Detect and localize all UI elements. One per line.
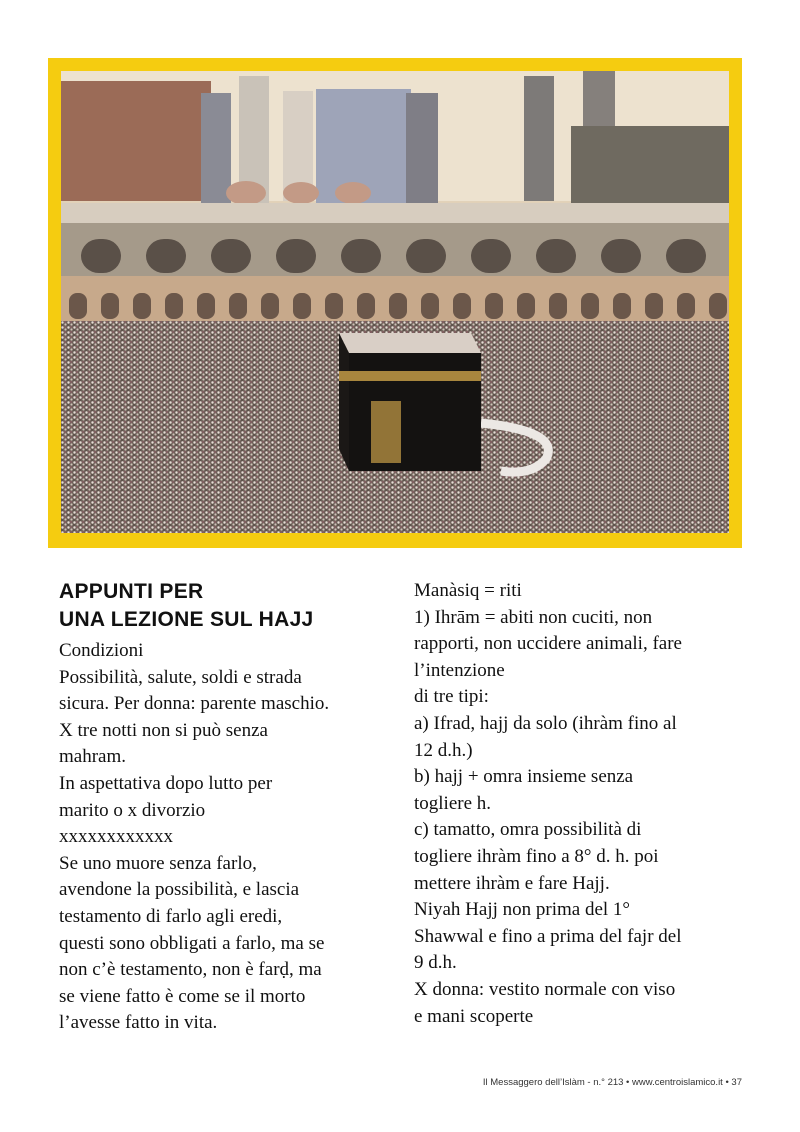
- right-body-text: [414, 578, 749, 1030]
- page-footer: Il Messaggero dell’Islàm - n.° 213 • www.centroislamico.it • 37: [482, 1077, 742, 1088]
- body-line: togliere ihràm fino a 8° d. h. poi: [414, 845, 659, 867]
- body-line: questi sono obbligati a farlo, ma se: [59, 932, 325, 954]
- article-title-line1: APPUNTI PER: [59, 580, 204, 603]
- article-title-line2: UNA LEZIONE SUL HAJJ: [59, 608, 314, 631]
- article-title: [59, 578, 389, 634]
- body-line: e mani scoperte: [414, 1005, 534, 1027]
- body-line: b) hajj + omra insieme senza: [414, 766, 634, 788]
- body-line: avendone la possibilità, e lascia: [59, 879, 300, 901]
- body-line: 12 d.h.): [414, 739, 473, 761]
- body-line: xxxxxxxxxxxx: [59, 826, 173, 848]
- left-column: [59, 578, 389, 1037]
- kaaba-crowd-photo: [61, 71, 729, 533]
- body-line: sicura. Per donna: parente maschio.: [59, 693, 330, 715]
- body-line: marito o x divorzio: [59, 799, 206, 821]
- body-line: Possibilità, salute, soldi e strada: [59, 666, 302, 688]
- body-line: non c’è testamento, non è farḍ, ma: [59, 959, 322, 981]
- body-line: Se uno muore senza farlo,: [59, 852, 257, 874]
- body-line: l’intenzione: [414, 659, 505, 681]
- body-line: di tre tipi:: [414, 686, 489, 708]
- photo-frame: [48, 58, 742, 548]
- body-line: Manàsiq = riti: [414, 580, 522, 601]
- right-column: [414, 578, 749, 1030]
- body-line: testamento di farlo agli eredi,: [59, 905, 283, 927]
- left-body-text: [59, 638, 389, 1037]
- kaaba-photo-illustration: [61, 71, 729, 533]
- body-line: a) Ifrad, hajj da solo (ihràm fino al: [414, 712, 677, 734]
- body-line: se viene fatto è come se il morto: [59, 985, 306, 1007]
- body-line: In aspettativa dopo lutto per: [59, 772, 273, 794]
- body-line: rapporti, non uccidere animali, fare: [414, 633, 682, 655]
- body-line: Condizioni: [59, 640, 144, 661]
- body-line: c) tamatto, omra possibilità di: [414, 819, 642, 841]
- body-line: mettere ihràm e fare Hajj.: [414, 872, 610, 894]
- body-line: 1) Ihrām = abiti non cuciti, non: [414, 606, 653, 628]
- body-line: X tre notti non si può senza: [59, 719, 268, 741]
- body-line: Niyah Hajj non prima del 1°: [414, 899, 631, 921]
- body-line: mahram.: [59, 746, 127, 768]
- body-line: togliere h.: [414, 792, 492, 814]
- body-line: l’avesse fatto in vita.: [59, 1012, 218, 1034]
- body-line: X donna: vestito normale con viso: [414, 978, 676, 1000]
- body-line: Shawwal e fino a prima del fajr del: [414, 925, 682, 947]
- body-line: 9 d.h.: [414, 952, 457, 974]
